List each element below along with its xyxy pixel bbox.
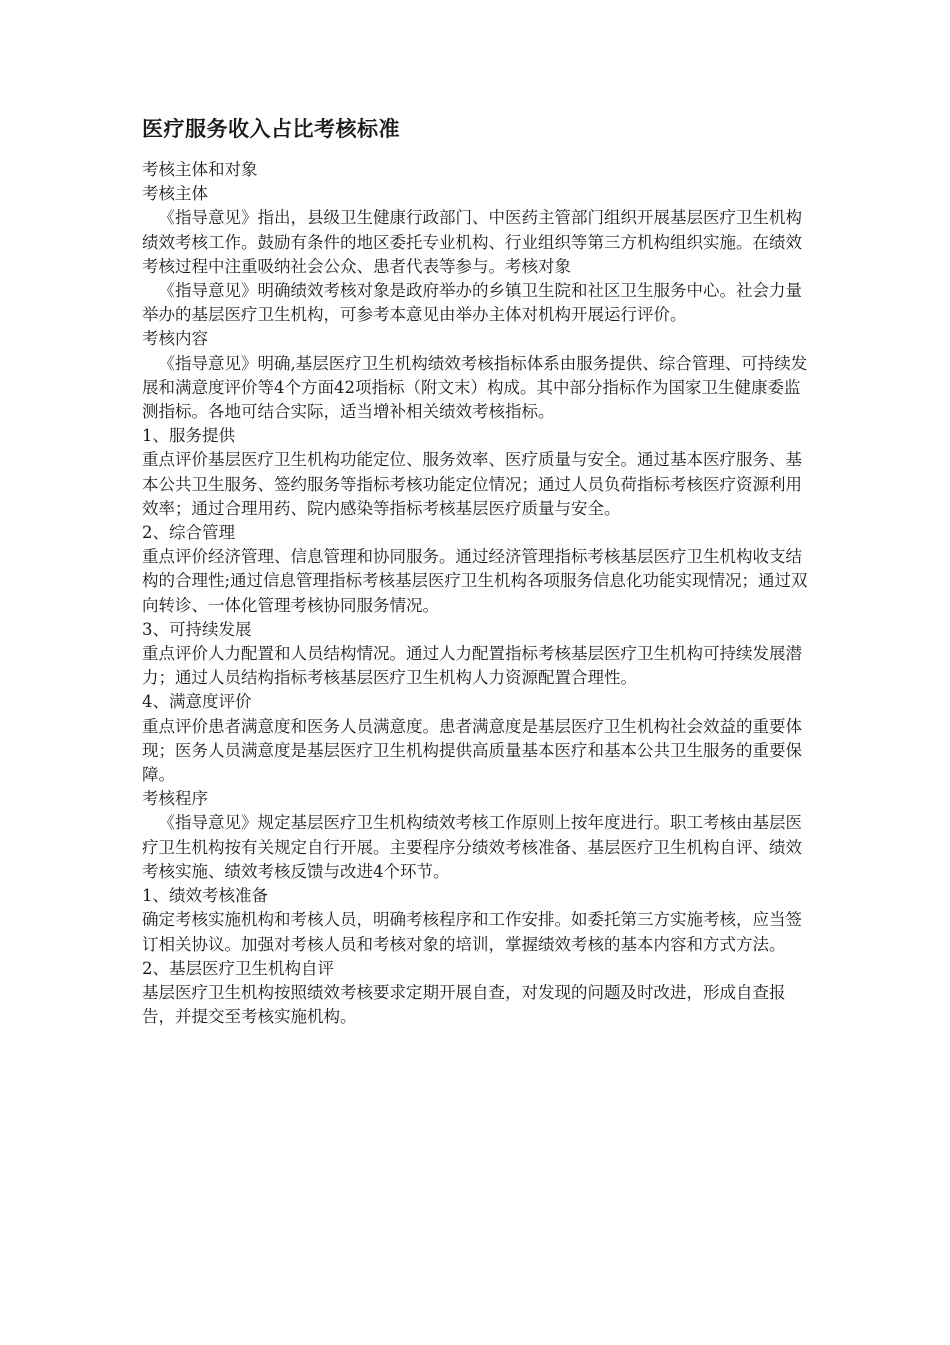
paragraph: 考核主体 xyxy=(142,184,208,204)
paragraph: 《指导意见》规定基层医疗卫生机构绩效考核工作原则上按年度进行。职工考核由基层医疗卫生机构按有关规定自行开展。主要程序分绩效考核准备、基层医疗卫生机构自评、绩效考核实施、绩效考核反馈与改进4个环节。 xyxy=(142,813,802,881)
paragraph: 3、可持续发展 xyxy=(142,619,252,639)
paragraph: 1、服务提供 xyxy=(142,426,235,446)
paragraph: 《指导意见》明确绩效考核对象是政府举办的乡镇卫生院和社区卫生服务中心。社会力量举办的基层医疗卫生机构，可参考本意见由举办主体对机构开展运行评价。 xyxy=(142,281,802,325)
document-page xyxy=(142,112,810,1029)
paragraph: 确定考核实施机构和考核人员，明确考核程序和工作安排。如委托第三方实施考核，应当签订相关协议。加强对考核人员和考核对象的培训，掌握绩效考核的基本内容和方式方法。 xyxy=(142,910,802,954)
paragraph: 2、基层医疗卫生机构自评 xyxy=(142,958,334,978)
paragraph: 重点评价人力配置和人员结构情况。通过人力配置指标考核基层医疗卫生机构可持续发展潜力；通过人员结构指标考核基层医疗卫生机构人力资源配置合理性。 xyxy=(142,644,802,688)
paragraph: 《指导意见》指出，县级卫生健康行政部门、中医药主管部门组织开展基层医疗卫生机构绩效考核工作。鼓励有条件的地区委托专业机构、行业组织等第三方机构组织实施。在绩效考核过程中注重吸纳社会公众、患者代表等参与。考核对象 xyxy=(142,208,802,276)
paragraph: 《指导意见》明确,基层医疗卫生机构绩效考核指标体系由服务提供、综合管理、可持续发展和满意度评价等4个方面42项指标（附文末）构成。其中部分指标作为国家卫生健康委监测指标。各地可结合实际，适当增补相关绩效考核指标。 xyxy=(142,353,808,422)
paragraph: 重点评价患者满意度和医务人员满意度。患者满意度是基层医疗卫生机构社会效益的重要体现；医务人员满意度是基层医疗卫生机构提供高质量基本医疗和基本公共卫生服务的重要保障。 xyxy=(142,716,802,785)
paragraph: 重点评价经济管理、信息管理和协同服务。通过经济管理指标考核基层医疗卫生机构收支结构的合理性;通过信息管理指标考核基层医疗卫生机构各项服务信息化功能实现情况；通过双向转诊、一体化管理考核协同服务情况。 xyxy=(142,547,808,615)
paragraph: 2、综合管理 xyxy=(142,523,235,543)
paragraph: 基层医疗卫生机构按照绩效考核要求定期开展自查，对发现的问题及时改进，形成自查报告，并提交至考核实施机构。 xyxy=(142,982,786,1027)
paragraph: 考核主体和对象 xyxy=(142,160,258,179)
paragraph: 4、满意度评价 xyxy=(142,692,252,712)
paragraph: 重点评价基层医疗卫生机构功能定位、服务效率、医疗质量与安全。通过基本医疗服务、基本公共卫生服务、签约服务等指标考核功能定位情况；通过人员负荷指标考核医疗资源利用效率；通过合理用药、院内感染等指标考核基层医疗质量与安全。 xyxy=(142,450,802,518)
paragraph: 1、绩效考核准备 xyxy=(142,886,268,906)
paragraph: 考核内容 xyxy=(142,329,208,349)
document-title: 医疗服务收入占比考核标准 xyxy=(142,117,400,141)
document-body xyxy=(142,158,810,1029)
paragraph: 考核程序 xyxy=(142,789,208,809)
